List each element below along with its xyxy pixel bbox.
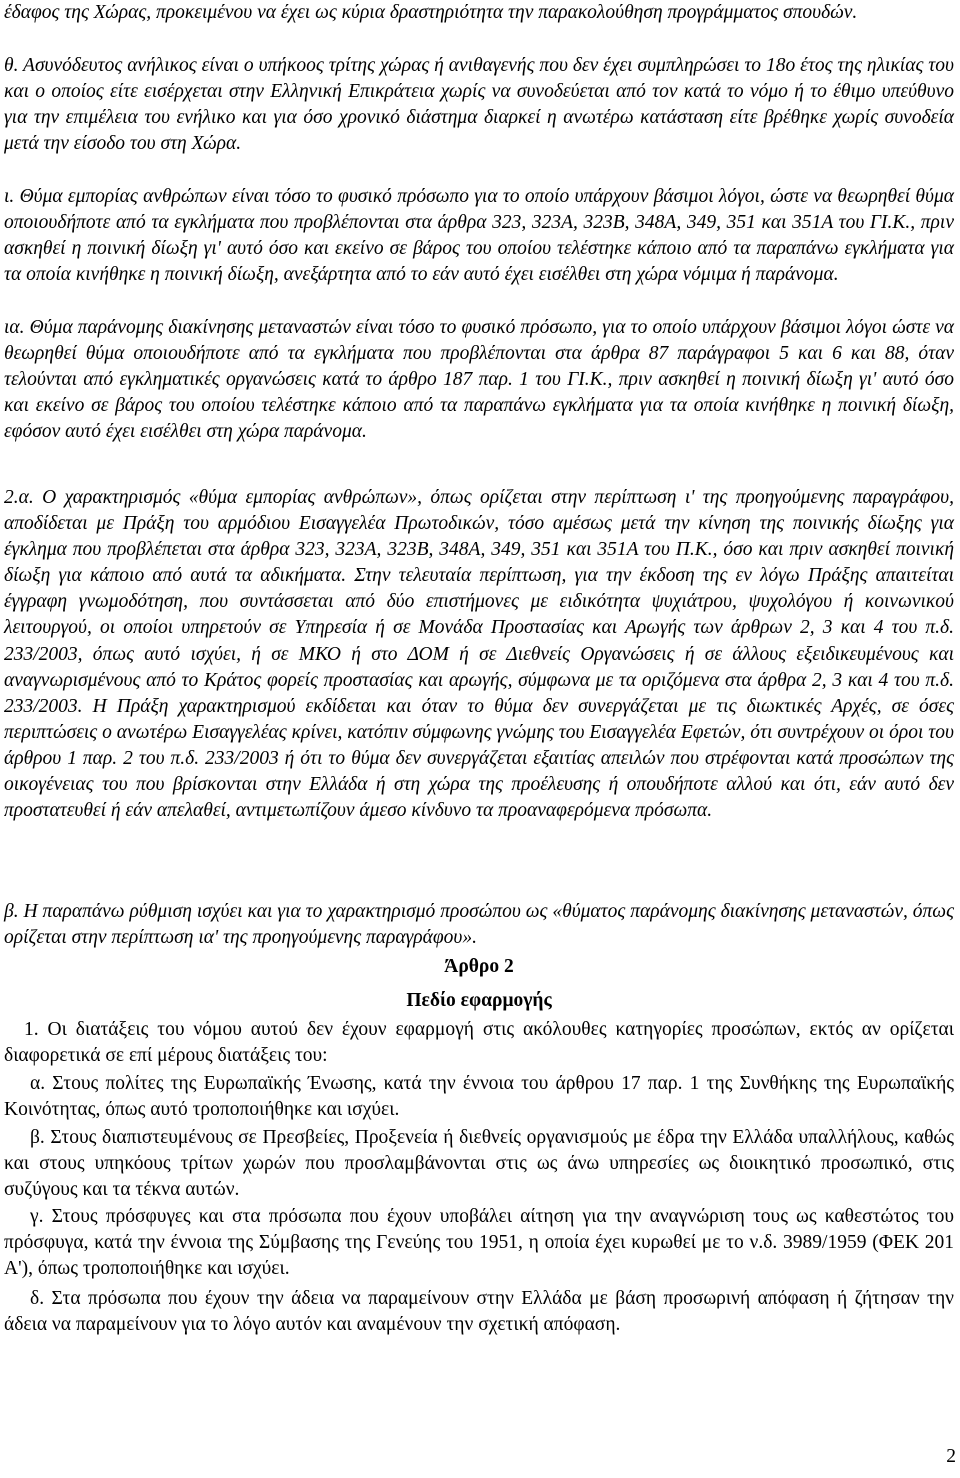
paragraph-article-1-gamma: γ. Στους πρόσφυγες και στα πρόσωπα που έχουν υποβάλει αίτηση για την αναγνώριση τους ως καθεστώτος του πρόσφυγα, κατά την έννοια της Σύμβασης της Γενεύης του 1951, η οποία έχει κυρωθεί με το ν.δ. 3989/1959 (ΦΕΚ 201 Α'), όπως τροποποιήθηκε και ισχύει. (4, 1206, 954, 1280)
paragraph-2-alpha: 2.α. Ο χαρακτηρισμός «θύμα εμπορίας ανθρώπων», όπως ορίζεται στην περίπτωση ι' της προηγούμενης παραγράφου, αποδίδεται με Πράξη του αρμόδιου Εισαγγελέα Πρωτοδικών, τόσο αμέσως μετά την κίνηση της ποινικής δίωξης για έγκλημα που προβλέπεται στα άρθρα 323, 323Α, 323Β, 348Α, 349, 351 και 351Α του Π.Κ., όσο και πριν ασκηθεί ποινική δίωξη για κάποιο από αυτά τα αδικήματα. Στην τελευταία περίπτωση, για την έκδοση της εν λόγω Πράξης απαιτείται έγγραφη γνωμοδότηση, που συντάσσεται από δύο επιστήμονες με ειδικότητα ψυχιάτρου, ψυχολόγου ή κοινωνικού λειτουργού, οι οποίοι υπηρετούν σε Υπηρεσία ή σε Μονάδα Προστασίας και Αρωγής των άρθρων 2, 3 και 4 του π.δ. 233/2003, όπως αυτό ισχύει, ή σε ΜΚΟ ή στο ΔΟΜ ή σε Διεθνείς Οργανώσεις ή σε άλλους εξειδικευμένους και αναγνωρισμένους από το Κράτος φορείς προστασίας και αρωγής, σύμφωνα με τα οριζόμενα στα άρθρα 2, 3 και 4 του π.δ. 233/2003. Η Πράξη χαρακτηρισμού εκδίδεται και όταν το θύμα δεν συνεργάζεται με τις διωκτικές Αρχές, σε όσες περιπτώσεις ο ανωτέρω Εισαγγελέας κρίνει, κατόπιν σύμφωνης γνώμης του Εισαγγελέα Εφετών, ότι συντρέχουν οι όροι του άρθρου 1 παρ. 2 του π.δ. 233/2003 ή ότι το θύμα δεν συνεργάζεται εξαιτίας απειλών που στρέφονται κατά προσώπων της οικογένειας του που βρίσκονται στην Ελλάδα ή στη χώρα της προέλευσης ή οπουδήποτε αλλού και ότι, εάν αυτό δεν προστατευθεί ή εάν απελαθεί, αντιμετωπίζουν άμεσο κίνδυνο τα προαναφερόμενα πρόσωπα. (4, 487, 954, 822)
paragraph-2-beta: β. Η παραπάνω ρύθμιση ισχύει και για το χαρακτηρισμό προσώπου ως «θύματος παράνομης διακίνησης μεταναστών, όπως ορίζεται στην περίπτωση ια' της προηγούμενης παραγράφου». (4, 901, 954, 949)
page-number: 2 (946, 1446, 956, 1467)
paragraph-article-1-alpha: α. Στους πολίτες της Ευρωπαϊκής Ένωσης, κατά την έννοια του άρθρου 17 παρ. 1 της Συνθήκης της Ευρωπαϊκής Κοινότητας, όπως αυτό τροποποιήθηκε και ισχύει. (4, 1073, 954, 1121)
article-heading: Άρθρο 2 (444, 956, 514, 977)
paragraph-article-1: 1. Οι διατάξεις του νόμου αυτού δεν έχουν εφαρμογή στις ακόλουθες κατηγορίες προσώπων, εκτός αν ορίζεται διαφορετικά σε επί μέρους διατάξεις του: (4, 1019, 954, 1067)
paragraph-article-1-delta: δ. Στα πρόσωπα που έχουν την άδεια να παραμείνουν στην Ελλάδα με βάση προσωρινή απόφαση ή ζήτησαν την άδεια να παραμείνουν για το λόγο αυτόν και αναμένουν την σχετική απόφαση. (4, 1288, 954, 1336)
paragraph-iota-alpha: ια. Θύμα παράνομης διακίνησης μεταναστών είναι τόσο το φυσικό πρόσωπο, για το οποίο υπάρχουν βάσιμοι λόγοι ώστε να θεωρηθεί θύμα οποιουδήποτε από τα εγκλήματα που προβλέπονται στα άρθρα 87 παράγραφοι 5 και 6 και 88, όταν τελούνται από εγκληματικές οργανώσεις κατά το άρθρο 187 παρ. 1 του ΓΙ.Κ., πριν ασκηθεί η ποινική δίωξη γι' αυτό όσο και εκείνο σε βάρος του οποίου τελέστηκε κάποιο από τα παραπάνω εγκλήματα για τα οποία κινήθηκε η ποινική δίωξη, εφόσον αυτό έχει εισέλθει στη χώρα παράνομα. (4, 317, 954, 443)
paragraph-continuation: έδαφος της Χώρας, προκειμένου να έχει ως κύρια δραστηριότητα την παρακολούθηση προγράμματος σπουδών. (4, 2, 858, 23)
article-title: Πεδίο εφαρμογής (406, 990, 552, 1011)
paragraph-article-1-beta: β. Στους διαπιστευμένους σε Πρεσβείες, Προξενεία ή διεθνείς οργανισμούς με έδρα την Ελλάδα υπαλλήλους, καθώς και στους υπηκόους τρίτων χωρών που προσλαμβάνονται στις ως άνω υπηρεσίες ως διοικητικό προσωπικό, στις συζύγους και τα τέκνα αυτών. (4, 1127, 954, 1201)
paragraph-iota: ι. Θύμα εμπορίας ανθρώπων είναι τόσο το φυσικό πρόσωπο για το οποίο υπάρχουν βάσιμοι λόγοι, ώστε να θεωρηθεί θύμα οποιουδήποτε από τα εγκλήματα που προβλέπονται στα άρθρα 323, 323Α, 323Β, 348Α, 349, 351 και 351Α του ΓΙ.Κ., πριν ασκηθεί η ποινική δίωξη γι' αυτό όσο και εκείνο σε βάρος του οποίου τελέστηκε κάποιο από τα παραπάνω εγκλήματα για τα οποία κινήθηκε η ποινική δίωξη, ανεξάρτητα από το εάν αυτό έχει εισέλθει στη χώρα νόμιμα ή παράνομα. (4, 186, 954, 286)
paragraph-theta: θ. Ασυνόδευτος ανήλικος είναι ο υπήκοος τρίτης χώρας ή ανιθαγενής που δεν έχει συμπληρώσει το 18ο έτος της ηλικίας του και ο οποίος είτε εισέρχεται στην Ελληνική Επικράτεια χωρίς να συνοδεύεται από τον κατά το νόμο ή το έθιμο υπεύθυνο για την επιμέλεια του ενήλικο και για όσο χρονικό διάστημα διαρκεί η ανωτέρω κατάσταση είτε βρέθηκε χωρίς συνοδεία μετά την είσοδο του στη Χώρα. (4, 55, 954, 155)
